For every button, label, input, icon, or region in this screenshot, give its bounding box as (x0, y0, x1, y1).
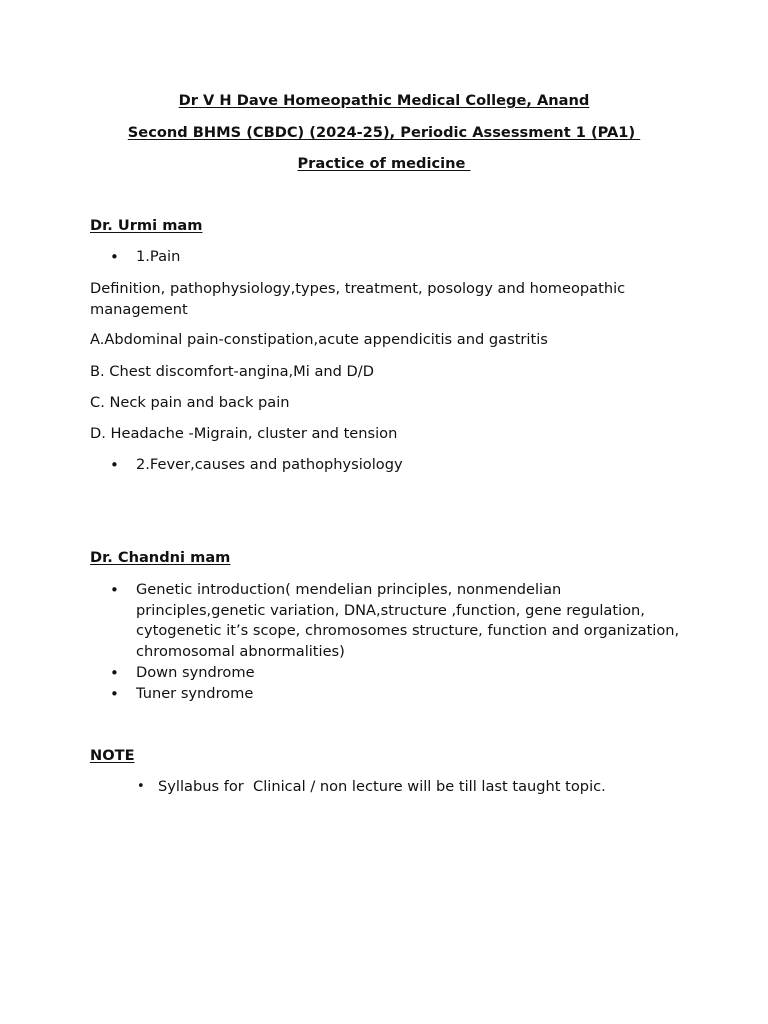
topic-line-c: C. Neck pain and back pain (90, 394, 290, 411)
section-heading-urmi: Dr. Urmi mam (90, 217, 203, 234)
topic-line-a: A.Abdominal pain-constipation,acute appendicitis and gastritis (90, 331, 548, 348)
bullet-icon: • (110, 685, 119, 703)
subject-title: Practice of medicine (297, 155, 471, 172)
course-title: Second BHMS (CBDC) (2024-25), Periodic Assessment 1 (PA1) (127, 124, 641, 141)
section-heading-chandni: Dr. Chandni mam (90, 549, 231, 566)
list-item-tuner-syndrome: Tuner syndrome (136, 685, 254, 702)
college-title: Dr V H Dave Homeopathic Medical College, Anand (178, 92, 590, 109)
note-heading: NOTE (90, 747, 135, 764)
bullet-icon: • (110, 456, 119, 474)
topic-line-b: B. Chest discomfort-angina,Mi and D/D (90, 363, 374, 380)
definition-paragraph: Definition, pathophysiology,types, treatment, posology and homeopathic management (90, 280, 626, 318)
bullet-icon: • (110, 664, 119, 682)
list-item-genetics: Genetic introduction( mendelian principles, nonmendelian principles,genetic variation, DNA,structure ,function, gene regulation, cytogenetic it’s scope, chromosomes structure, function and organization, chromosomal abnormalities) (136, 581, 680, 660)
bullet-icon: • (137, 779, 145, 794)
list-item-pain: 1.Pain (136, 248, 181, 265)
list-item-down-syndrome: Down syndrome (136, 664, 255, 681)
note-text: Syllabus for Clinical / non lecture will be till last taught topic. (158, 778, 606, 795)
bullet-icon: • (110, 581, 119, 599)
list-item-fever: 2.Fever,causes and pathophysiology (136, 456, 403, 473)
bullet-icon: • (110, 248, 119, 266)
topic-line-d: D. Headache -Migrain, cluster and tension (90, 425, 398, 442)
